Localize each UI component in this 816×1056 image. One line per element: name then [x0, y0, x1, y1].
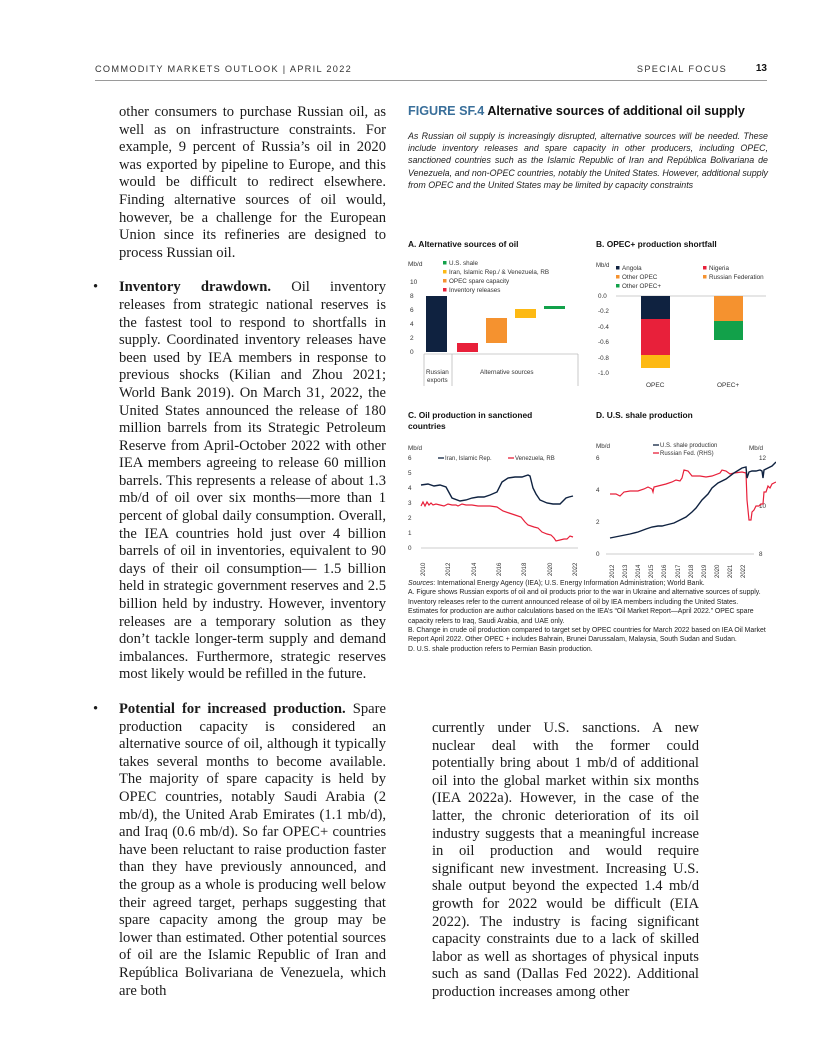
panel-d-title: D. U.S. shale production: [596, 410, 693, 420]
bar-inventory-releases: [457, 343, 478, 352]
svg-text:8: 8: [759, 551, 763, 558]
bar-iran-venezuela: [515, 309, 536, 318]
body-paragraph: currently under U.S. sanctions. A new nuclear deal with the former could potentially bring about 1 mb/d of additional oil into the global market within six months (IEA 2022a). However, in the case of the latter, the chronic deterioration of its oil industry suggests that a meaningful increase in oil production and would require significant new investment. Increasing U.S. shale output beyond the expected 1.4 mb/d growth for 2022 would be difficult (EIA 2022). The industry is facing significant capacity constraints due to a lack of skilled labor as well as shortages of physical inputs such as sand (Dallas Fed 2022). Additional production increases among other: [432, 720, 699, 1000]
panel-c-chart: [408, 410, 588, 575]
svg-text:Mb/d: Mb/d: [408, 261, 423, 268]
svg-text:-0.2: -0.2: [598, 308, 609, 315]
svg-text:5: 5: [408, 470, 412, 477]
svg-text:2014: 2014: [636, 564, 642, 578]
bullet-text: Spare production capacity is considered an alternative source of oil, although it typically takes several months to become available. The majority of spare capacity is held by OPEC countries, notably Saudi Arabia (2 mb/d), the United Arab Emirates (1.1 mb/d), and Iraq (0.6 mb/d). So far OPEC+ countries have been reluctant to raise production faster than they have previously announced, and the group as a whole is producing well below their agreed target, perhaps suggesting that spare capacity among the group may be lower than estimated. Other potential sources of oil are the Islamic Republic of Iran and República Bolivariana de Venezuela, which are both: [119, 701, 386, 999]
panel-a-chart: [408, 239, 588, 389]
publication-title: COMMODITY MARKETS OUTLOOK | APRIL 2022: [95, 64, 353, 74]
bullet-icon: •: [93, 701, 99, 717]
svg-text:-0.8: -0.8: [598, 355, 609, 362]
svg-text:2: 2: [596, 519, 600, 526]
right-column: [432, 720, 699, 1002]
panel-b-plot: [596, 251, 776, 391]
body-paragraph: other consumers to purchase Russian oil, as well as on infrastructure constraints. For example, 9 percent of Russia’s oil in 2020 was exported by pipeline to Europe, and this would be difficult to redirect elsewhere. Finding alternative sources of oil would, however, be a challenge for the European Union since its refineries are designed to process Russian oil.: [119, 104, 386, 261]
panel-a-title: A. Alternative sources of oil: [408, 239, 519, 249]
svg-text:2016: 2016: [497, 562, 503, 576]
svg-text:0: 0: [410, 349, 414, 356]
svg-text:4: 4: [410, 321, 414, 328]
svg-text:2013: 2013: [623, 564, 629, 578]
svg-text:2012: 2012: [446, 562, 452, 576]
svg-text:Mb/d: Mb/d: [596, 443, 610, 450]
svg-text:Iran, Islamic Rep.: Iran, Islamic Rep.: [445, 456, 492, 462]
svg-text:10: 10: [759, 503, 767, 510]
svg-text:2022: 2022: [741, 564, 747, 578]
figure-subtitle: As Russian oil supply is increasingly disrupted, alternative sources will be needed. These include inventory releases and spare capacity in other producers, including OPEC, sanctioned countries such as the Islamic Republic of Iran and República Bolivariana de Venezuela, and non-OPEC countries, notably the United States. However, additional supply from OPEC and the United States may be limited by capacity constraints: [408, 131, 768, 190]
bar-us-shale: [544, 306, 565, 309]
svg-text:Nigeria: Nigeria: [709, 265, 729, 272]
svg-text:2021: 2021: [728, 564, 734, 578]
svg-text:OPEC spare capacity: OPEC spare capacity: [449, 278, 510, 285]
svg-text:2020: 2020: [715, 564, 721, 578]
panel-c-plot: [408, 436, 588, 581]
svg-text:Mb/d: Mb/d: [408, 445, 422, 452]
bullet-increased-production: [93, 701, 386, 1000]
header-divider: [95, 80, 767, 81]
svg-text:Russian Federation: Russian Federation: [709, 274, 764, 281]
svg-text:OPEC+: OPEC+: [717, 382, 740, 389]
svg-text:Iran, Islamic Rep./ & Venezuel: Iran, Islamic Rep./ & Venezuela, RB: [449, 269, 550, 276]
svg-text:6: 6: [408, 455, 412, 462]
panel-b-chart: [596, 239, 776, 389]
svg-text:6: 6: [596, 455, 600, 462]
svg-text:2: 2: [408, 515, 412, 522]
bullet-heading: Potential for increased production.: [119, 701, 346, 717]
figure-number: FIGURE SF.4: [408, 104, 485, 118]
svg-text:4: 4: [408, 485, 412, 492]
svg-text:2017: 2017: [676, 564, 682, 578]
svg-text:-0.4: -0.4: [598, 324, 609, 331]
panel-d-plot: [596, 426, 776, 581]
svg-text:3: 3: [408, 500, 412, 507]
svg-text:Venezuela, RB: Venezuela, RB: [515, 456, 555, 462]
svg-text:2018: 2018: [522, 562, 528, 576]
sources-note: Sources: International Energy Agency (IEA); U.S. Energy Information Administration; World Bank.: [408, 580, 705, 587]
svg-text:exports: exports: [427, 377, 448, 384]
svg-text:Other OPEC+: Other OPEC+: [622, 283, 662, 290]
panel-d-chart: [596, 410, 776, 578]
panel-a-plot: [408, 251, 588, 391]
svg-text:2018: 2018: [689, 564, 695, 578]
svg-text:0.0: 0.0: [598, 293, 607, 300]
note-a: A. Figure shows Russian exports of oil and oil products prior to the war in Ukraine and alternative sources of supply. Inventory releases refer to the current announced release of oil by IEA members including the United States. Estimates for production are author calculations based on the IEA’s “Oil Market Report—April 2022.” OPEC spare capacity refers to Iraq, Saudi Arabia, and UAE only.: [408, 589, 761, 625]
bullet-icon: •: [93, 279, 99, 296]
bullet-text: Oil inventory releases from strategic national reserves is the fastest tool to respond to shortfalls in supply. Coordinated inventory releases have been used by IEA members in response to previous shocks (Kilian and Zhou 2021; World Bank 2019). On March 31, 2022, the United States announced the release of 180 million barrels from its Strategic Petroleum Reserve from April-October 2022 with other IEA members agreeing to release 60 million barrels. This represents a release of about 1.3 mb/d of oil over six months—more than 1 percent of global daily consumption. Overall, the IEA countries hold just over 4 billion barrels of oil in inventories, equivalent to 90 days of their oil consumption— 1.5 billion held in strategic government reserves and 2.5 billion held by industry. However, inventory releases are a temporary solution as they don’t tackle longer-term supply and demand imbalances. Furthermore, strategic reserves most likely would be refilled in the future.: [119, 279, 386, 683]
svg-text:10: 10: [410, 279, 418, 286]
svg-text:2022: 2022: [573, 562, 579, 576]
svg-text:12: 12: [759, 455, 767, 462]
svg-text:4: 4: [596, 487, 600, 494]
svg-text:2020: 2020: [548, 562, 554, 576]
svg-text:2010: 2010: [421, 562, 427, 576]
svg-text:Russian Fed. (RHS): Russian Fed. (RHS): [660, 451, 714, 457]
figure-notes: [408, 579, 770, 654]
section-label: SPECIAL FOCUS: [636, 64, 727, 74]
panel-c-title: C. Oil production in sanctioned countries: [408, 410, 533, 431]
svg-text:U.S. shale production: U.S. shale production: [660, 443, 718, 449]
bar-russian-exports: [426, 296, 447, 352]
note-b: B. Change in crude oil production compared to target set by OPEC countries for March 2022 based on IEA Oil Market Report April 2022. Other OPEC + includes Bahrain, Brunei Darussalam, Malaysia, South Sudan and Sudan.: [408, 627, 766, 644]
svg-text:Inventory releases: Inventory releases: [449, 287, 501, 294]
figure-title-text: Alternative sources of additional oil supply: [484, 104, 745, 118]
svg-text:Alternative sources: Alternative sources: [480, 369, 534, 376]
page-number: 13: [755, 63, 767, 74]
figure-title: [408, 104, 768, 118]
note-d: D. U.S. shale production refers to Permian Basin production.: [408, 645, 593, 653]
bullet-heading: Inventory drawdown.: [119, 279, 271, 296]
svg-text:Other OPEC: Other OPEC: [622, 274, 658, 281]
panel-b-title: B. OPEC+ production shortfall: [596, 239, 717, 249]
svg-text:-0.6: -0.6: [598, 339, 609, 346]
svg-text:2014: 2014: [472, 562, 478, 576]
svg-text:6: 6: [410, 307, 414, 314]
svg-text:U.S. shale: U.S. shale: [449, 260, 479, 267]
svg-text:0: 0: [596, 551, 600, 558]
svg-text:2: 2: [410, 335, 414, 342]
svg-text:1: 1: [408, 530, 412, 537]
svg-text:2019: 2019: [702, 564, 708, 578]
svg-text:2016: 2016: [662, 564, 668, 578]
left-column: [93, 104, 386, 1000]
svg-text:Angola: Angola: [622, 265, 642, 272]
svg-text:OPEC: OPEC: [646, 382, 665, 389]
running-header: [95, 64, 767, 78]
svg-text:Mb/d: Mb/d: [749, 445, 763, 452]
svg-text:Russian: Russian: [426, 369, 449, 376]
svg-text:2012: 2012: [610, 564, 616, 578]
bar-opec-spare: [486, 318, 507, 343]
svg-text:2015: 2015: [649, 564, 655, 578]
svg-text:Mb/d: Mb/d: [596, 263, 610, 269]
bullet-inventory-drawdown: [93, 279, 386, 684]
svg-text:8: 8: [410, 293, 414, 300]
svg-text:0: 0: [408, 545, 412, 552]
figure-sf4: [408, 104, 768, 191]
svg-text:-1.0: -1.0: [598, 370, 609, 377]
